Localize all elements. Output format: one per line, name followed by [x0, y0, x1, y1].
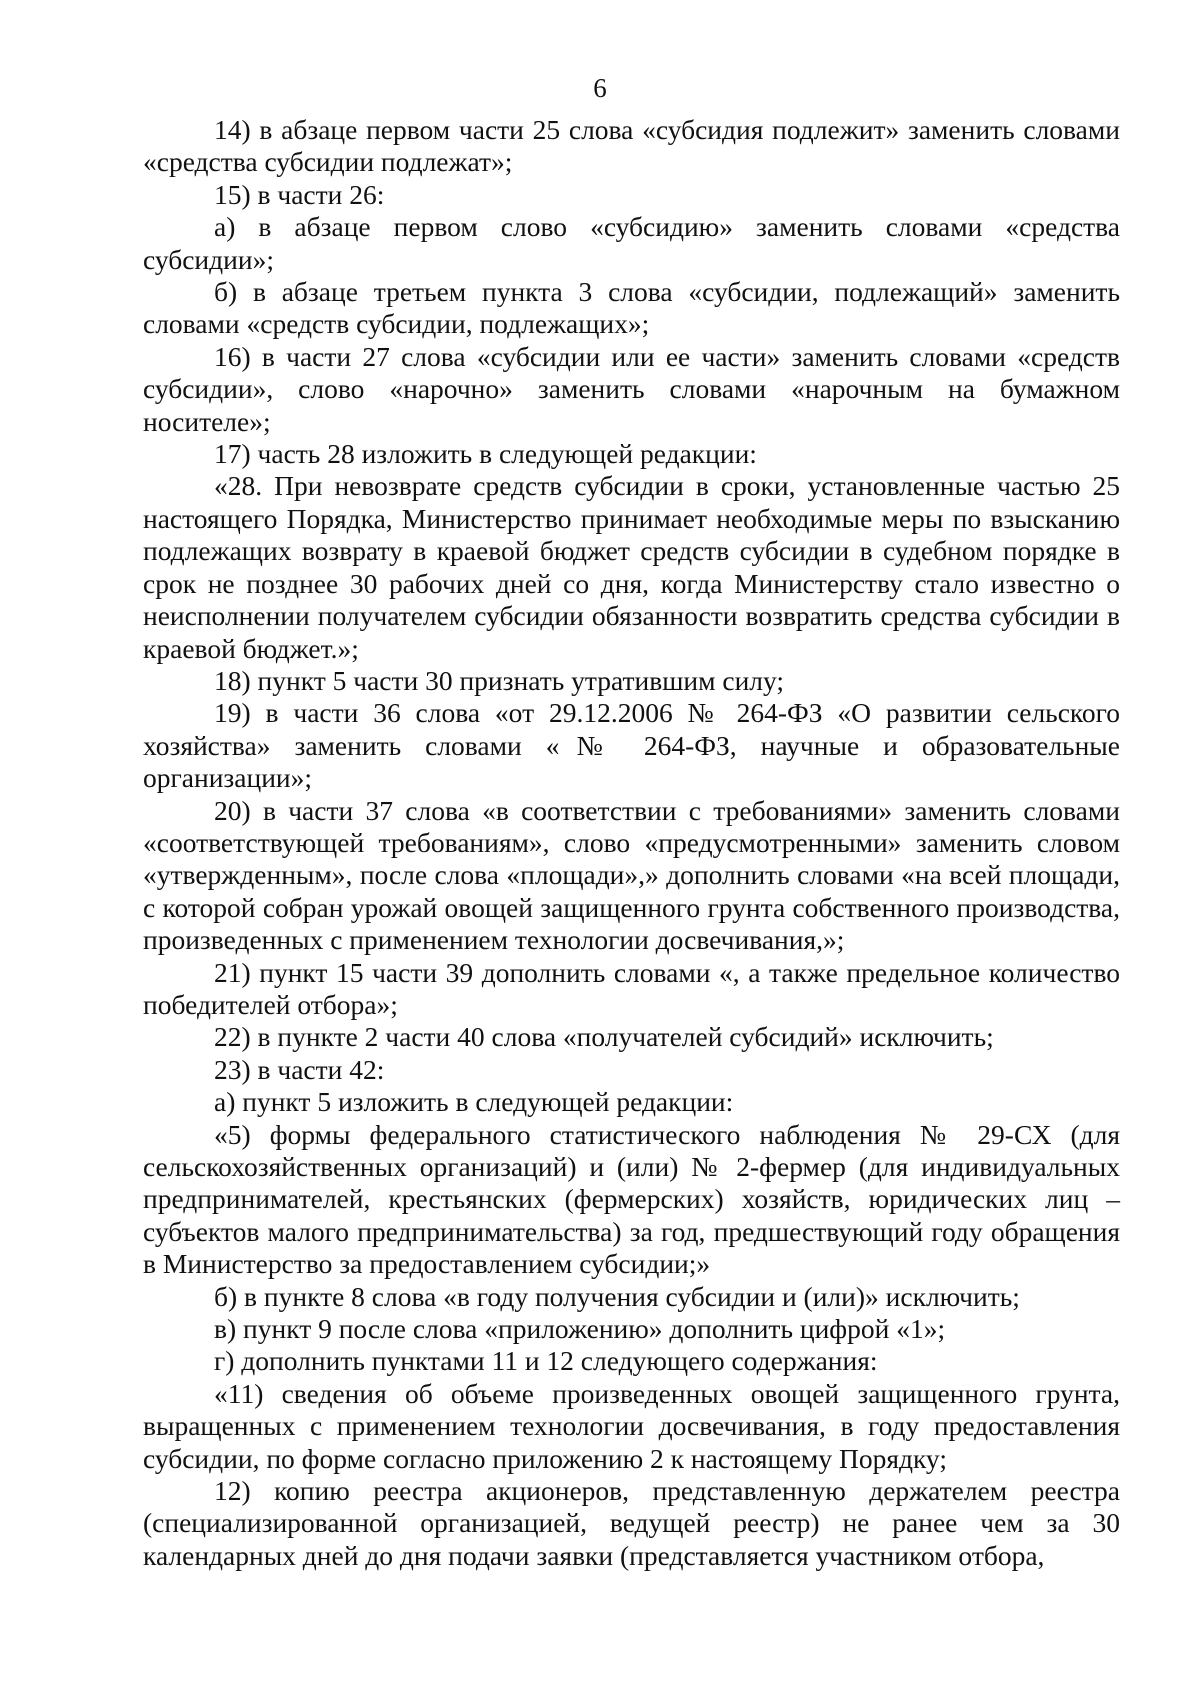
paragraph-23a-quote: «5) формы федерального статистического наблюдения № 29-СХ (для сельскохозяйственных организаций) и (или) № 2-фермер (для индивидуальных предпринимателей, крестьянских (фермерских) хозяйств, юридических лиц – субъектов малого предпринимательства) за год, предшествующий году обращения в Министерство за предоставлением субсидии;» [143, 1118, 1120, 1280]
paragraph-23a: а) пункт 5 изложить в следующей редакции: [214, 1086, 734, 1118]
paragraph-22: 22) в пункте 2 части 40 слова «получателей субсидий» исключить; [214, 1021, 994, 1053]
paragraph-23: 23) в части 42: [214, 1053, 385, 1085]
paragraph-17: 17) часть 28 изложить в следующей редакции: [214, 438, 757, 470]
paragraph-14: 14) в абзаце первом части 25 слова «субсидия подлежит» заменить словами «средства субсидии подлежат»; [143, 114, 1120, 178]
paragraph-23b: б) в пункте 8 слова «в году получения субсидии и (или)» исключить; [214, 1280, 1020, 1312]
paragraph-23d-item-11: «11) сведения об объеме произведенных овощей защищенного грунта, выращенных с применением технологии досвечивания, в году предоставления субсидии, по форме согласно приложению 2 к настоящему Порядку; [143, 1377, 1120, 1474]
paragraph-15b: б) в абзаце третьем пункта 3 слова «субсидии, подлежащий» заменить словами «средств субсидии, подлежащих»; [143, 276, 1120, 340]
paragraph-21: 21) пункт 15 части 39 дополнить словами «, а также предельное количество победителей отбора»; [143, 956, 1120, 1020]
paragraph-18: 18) пункт 5 части 30 признать утратившим силу; [214, 664, 785, 696]
document-body [143, 114, 1120, 1572]
paragraph-19: 19) в части 36 слова «от 29.12.2006 № 264-ФЗ «О развитии сельского хозяйства» заменить словами «№ 264-ФЗ, научные и образовательные организации»; [143, 697, 1120, 794]
paragraph-16: 16) в части 27 слова «субсидии или ее части» заменить словами «средств субсидии», слово «нарочно» заменить словами «нарочным на бумажном носителе»; [143, 340, 1120, 437]
page-number: 6 [593, 73, 607, 103]
paragraph-23d-item-12: 12) копию реестра акционеров, представленную держателем реестра (специализированной организацией, ведущей реестр) не ранее чем за 30 календарных дней до дня подачи заявки (представляется участником отбора, [143, 1475, 1120, 1571]
paragraph-15a: а) в абзаце первом слово «субсидию» заменить словами «средства субсидии»; [143, 211, 1120, 275]
paragraph-20: 20) в части 37 слова «в соответствии с требованиями» заменить словами «соответствующей требованиям», слово «предусмотренными» заменить словом «утвержденным», после слова «площади»,» дополнить словами «на всей площади, с которой собран урожай овощей защищенного грунта собственного производства, произведенных с применением технологии досвечивания,»; [143, 794, 1120, 956]
paragraph-15: 15) в части 26: [214, 178, 385, 210]
paragraph-23d: г) дополнить пунктами 11 и 12 следующего содержания: [214, 1345, 878, 1377]
paragraph-17-quote: «28. При невозврате средств субсидии в сроки, установленные частью 25 настоящего Порядка, Министерство принимает необходимые меры по взысканию подлежащих возврату в краевой бюджет средств субсидии в судебном порядке в срок не позднее 30 рабочих дней со дня, когда Министерству стало известно о неисполнении получателем субсидии обязанности возвратить средства субсидии в краевой бюджет.»; [143, 470, 1120, 664]
paragraph-23c: в) пункт 9 после слова «приложению» дополнить цифрой «1»; [214, 1313, 946, 1345]
